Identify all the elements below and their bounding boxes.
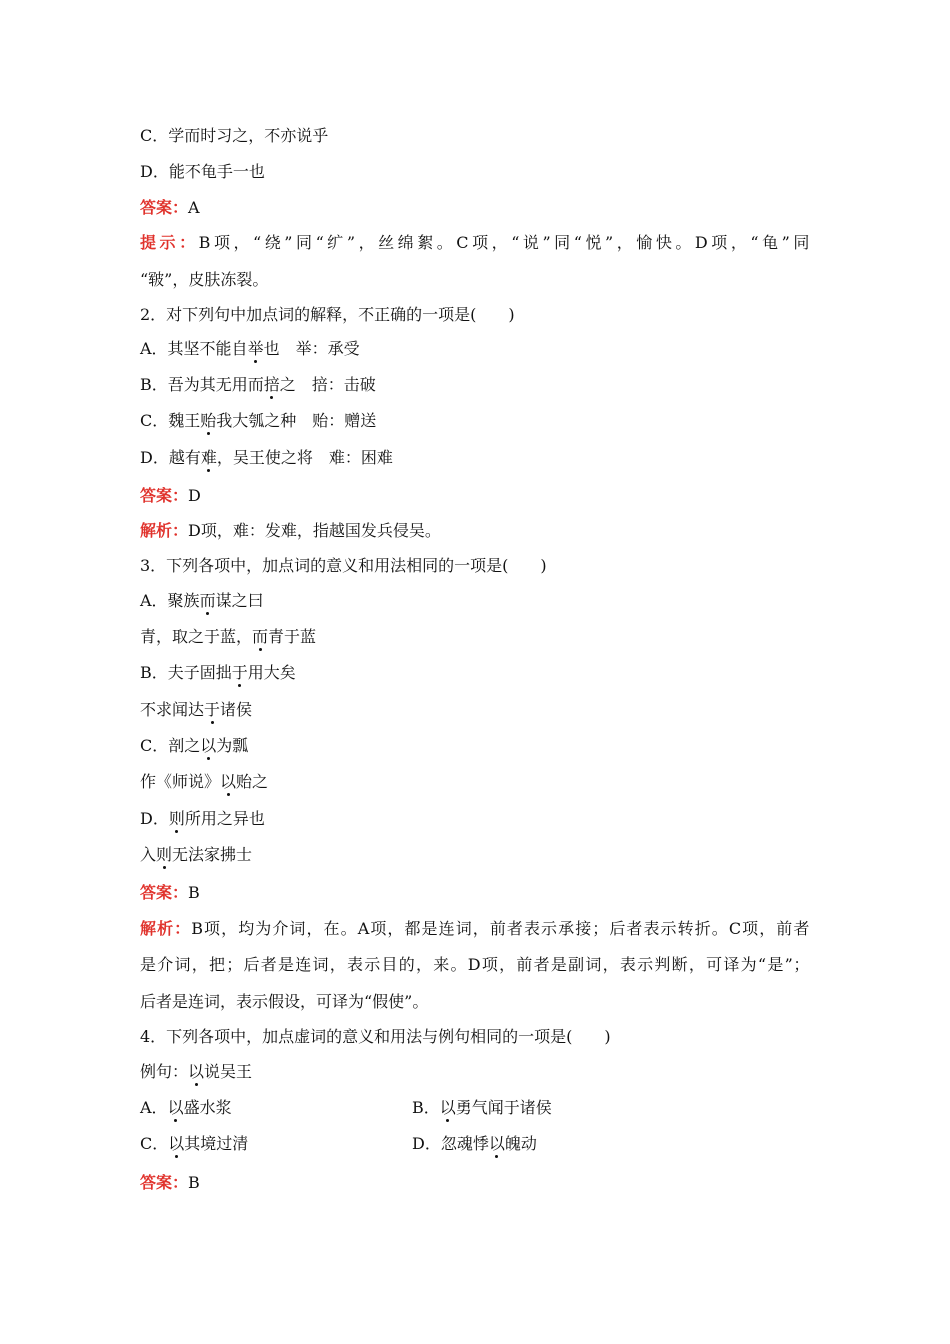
answer-label: 答案：	[140, 486, 189, 505]
analysis-label: 解析：	[140, 919, 192, 938]
q2-option-c: C．魏王贻我大瓠之种 贻：赠送	[140, 411, 377, 430]
q2-option-b: B．吾为其无用而掊之 掊：击破	[140, 375, 376, 394]
q4-option-c: C．以其境过清	[140, 1134, 249, 1153]
q2-stem: 2．对下列句中加点词的解释，不正确的一项是( )	[140, 305, 515, 324]
dotted-word: 难	[200, 448, 217, 467]
dotted-word: 而	[199, 591, 216, 610]
q2-answer	[140, 486, 201, 506]
dotted-word: 于	[204, 700, 221, 719]
q4-answer	[140, 1173, 200, 1193]
q3-option-d1: D．则所用之异也	[140, 809, 265, 828]
q3-option-d2: 入则无法家拂士	[140, 845, 253, 864]
q4-stem: 4．下列各项中，加点虚词的意义和用法与例句相同的一项是( )	[140, 1027, 611, 1046]
q2-option-a: A．其坚不能自举也 举：承受	[140, 339, 360, 358]
q3-option-b1: B．夫子固拙于用大矣	[140, 663, 296, 682]
dotted-word: 则	[156, 845, 173, 864]
q1-option-c: C．学而时习之，不亦说乎	[140, 126, 329, 145]
q3-option-b2: 不求闻达于诸侯	[140, 700, 253, 719]
dotted-word: 掊	[263, 375, 280, 394]
dotted-word: 以	[488, 1134, 505, 1153]
q1-option-d: D．能不龟手一也	[140, 162, 265, 181]
q2-option-d: D．越有难，吴王使之将 难：困难	[140, 448, 393, 467]
dotted-word: 于	[231, 663, 248, 682]
q3-analysis-line2: 是介词，把；后者是连词，表示目的，来。D项，前者是副词，表示判断，可译为“是”；	[140, 955, 810, 974]
q1-hint-line1: 提示：B项，“绕”同“纩”，丝绵絮。C项，“说”同“悦”，愉快。D项，“龟”同	[140, 233, 810, 252]
answer-value: A	[188, 198, 200, 217]
dotted-word: 以	[167, 1098, 184, 1117]
analysis-label: 解析：	[140, 521, 189, 540]
q3-option-a1: A．聚族而谋之曰	[140, 591, 264, 610]
q4-option-d: D．忽魂悸以魄动	[412, 1134, 537, 1153]
answer-value: D	[188, 486, 201, 505]
q3-option-c2: 作《师说》以贻之	[140, 772, 269, 791]
dotted-word: 而	[252, 627, 269, 646]
q4-option-b: B．以勇气闻于诸侯	[412, 1098, 552, 1117]
q3-analysis-line1: 解析：B项，均为介词，在。A项，都是连词，前者表示承接；后者表示转折。C项，前者	[140, 919, 810, 938]
q2-analysis: 解析：D项，难：发难，指越国发兵侵吴。	[140, 521, 441, 540]
q1-answer	[140, 198, 200, 218]
dotted-word: 以	[220, 772, 237, 791]
dotted-word: 贻	[200, 411, 217, 430]
q3-option-c1: C．剖之以为瓢	[140, 736, 249, 755]
q3-answer	[140, 883, 200, 903]
dotted-word: 以	[168, 1134, 185, 1153]
hint-label: 提示：	[140, 233, 199, 252]
q3-stem: 3．下列各项中，加点词的意义和用法相同的一项是( )	[140, 556, 547, 575]
dotted-word: 以	[188, 1062, 205, 1081]
q3-analysis-line3: 后者是连词，表示假设，可译为“假使”。	[140, 992, 429, 1011]
dotted-word: 以	[439, 1098, 456, 1117]
answer-label: 答案：	[140, 883, 189, 902]
answer-value: B	[188, 883, 200, 902]
dotted-word: 举	[247, 339, 264, 358]
q4-option-a: A．以盛水浆	[140, 1098, 232, 1117]
q3-option-a2: 青，取之于蓝，而青于蓝	[140, 627, 317, 646]
dotted-word: 以	[200, 736, 217, 755]
q4-example: 例句：以说吴王	[140, 1062, 253, 1081]
dotted-word: 则	[168, 809, 185, 828]
answer-value: B	[188, 1173, 200, 1192]
q1-hint-line2: “皲”，皮肤冻裂。	[140, 270, 269, 289]
answer-label: 答案：	[140, 198, 189, 217]
answer-label: 答案：	[140, 1173, 189, 1192]
